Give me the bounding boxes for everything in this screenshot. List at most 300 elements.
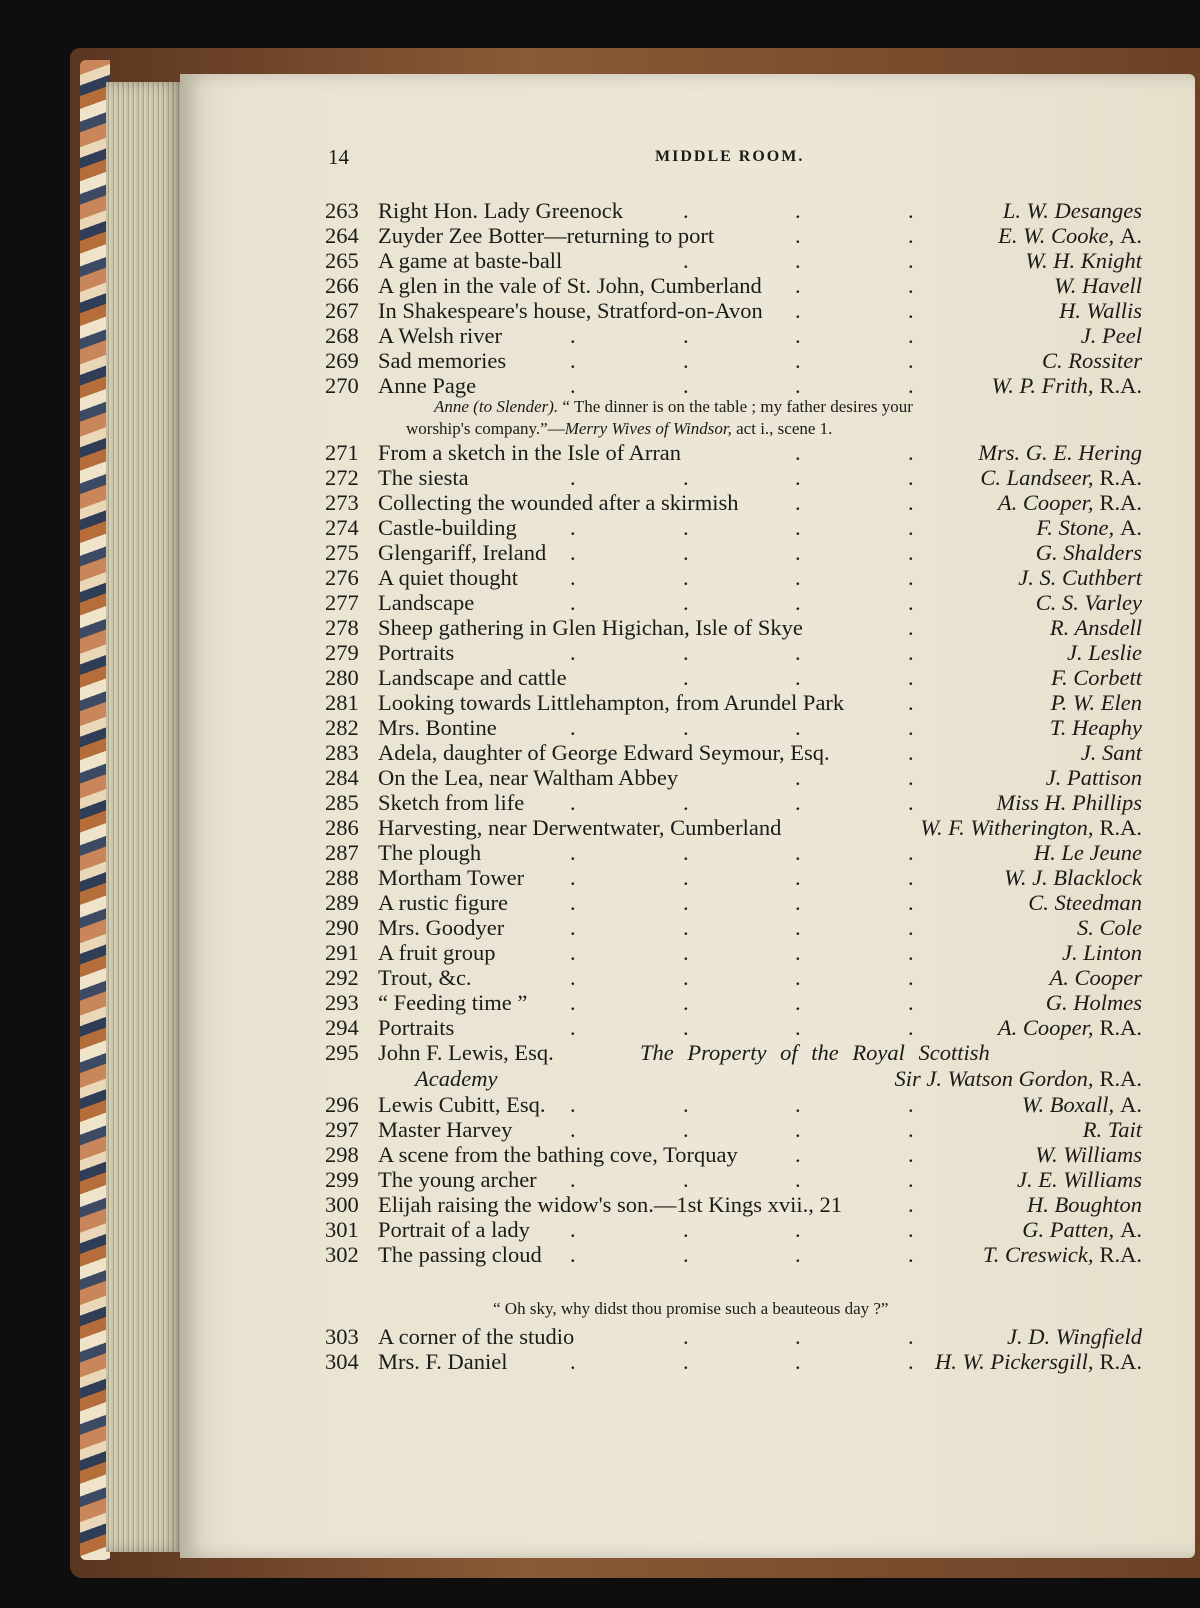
artist-name: G. Shalders [1035, 540, 1142, 565]
entry-row [325, 790, 1142, 816]
artist-suffix: A. [1120, 1092, 1142, 1117]
leader-dot: . [683, 323, 689, 348]
leader-dot: . [683, 865, 689, 890]
entry-number: 266 [325, 273, 359, 298]
leader-dot: . [570, 990, 576, 1015]
leader-dot: . [683, 990, 689, 1015]
artist-suffix: R.A. [1099, 373, 1142, 398]
leader-dot: . [683, 1217, 689, 1242]
entry-number: 271 [325, 440, 359, 465]
leader-dot: . [683, 590, 689, 615]
entry-row [325, 840, 1142, 866]
entry-title: Glengariff, Ireland [378, 540, 547, 565]
leader-dot: . [908, 1192, 914, 1217]
entry-number: 278 [325, 615, 359, 640]
entry-number: 263 [325, 198, 359, 223]
leader-dot: . [683, 1117, 689, 1142]
leader-dot: . [908, 440, 914, 465]
entry-row [325, 990, 1142, 1016]
entry-number: 301 [325, 1217, 359, 1242]
entry-title: Mrs. Bontine [378, 715, 497, 740]
entry-title: Mortham Tower [378, 865, 525, 890]
entry-title: Mrs. F. Daniel [378, 1349, 508, 1374]
entry-row [325, 1092, 1142, 1118]
leader-dot: . [570, 965, 576, 990]
quote-source: Merry Wives of Windsor, [564, 419, 732, 438]
leader-dot: . [908, 790, 914, 815]
leader-dot: . [683, 1015, 689, 1040]
artist-name: J. Leslie [1067, 640, 1142, 665]
artist-name: J. Pattison [1045, 765, 1142, 790]
leader-dot: . [570, 373, 576, 398]
entry-row [325, 865, 1142, 891]
entry-number: 281 [325, 690, 359, 715]
entry-artist [1027, 1192, 1142, 1218]
entry-row [325, 815, 1142, 841]
entry-artist [1028, 890, 1142, 916]
artist-name: J. S. Cuthbert [1018, 565, 1142, 590]
artist-name: W. Boxall, [1021, 1092, 1115, 1117]
entry-number: 270 [325, 373, 359, 398]
leader-dot: . [795, 1015, 801, 1040]
entry-row [325, 440, 1142, 466]
entry-artist [1036, 515, 1142, 541]
leader-dot: . [570, 715, 576, 740]
entry-artist [1062, 940, 1142, 966]
artist-suffix: R.A. [1099, 490, 1142, 515]
entry-artist [1034, 840, 1142, 866]
entry-title: Harvesting, near Derwentwater, Cumberland [378, 815, 782, 840]
entry-number: 288 [325, 865, 359, 890]
artist-suffix: R.A. [1099, 1242, 1142, 1267]
quote-speaker: Anne (to Slender). [434, 397, 559, 416]
leader-dot: . [908, 1142, 914, 1167]
leader-dot: . [795, 640, 801, 665]
leader-dot: . [570, 890, 576, 915]
entry-title: Portraits [378, 1015, 455, 1040]
entry-title: Castle-building [378, 515, 517, 540]
entry-number: 285 [325, 790, 359, 815]
leader-dot: . [908, 840, 914, 865]
entry-number: 264 [325, 223, 359, 248]
leader-dot: . [570, 1242, 576, 1267]
leader-dot: . [908, 1167, 914, 1192]
leader-dot: . [683, 890, 689, 915]
leader-dot: . [908, 465, 914, 490]
entry-number: 291 [325, 940, 359, 965]
entry-title: A quiet thought [378, 565, 518, 590]
entry-number: 283 [325, 740, 359, 765]
artist-name: Mrs. G. E. Hering [978, 440, 1142, 465]
leader-dot: . [795, 865, 801, 890]
artist-name: F. Stone, [1036, 515, 1115, 540]
leader-dot: . [683, 248, 689, 273]
leader-dot: . [908, 640, 914, 665]
entry-row [325, 1192, 1142, 1218]
artist-name: S. Cole [1077, 915, 1142, 940]
leader-dot: . [795, 840, 801, 865]
entry-title: A game at baste-ball [378, 248, 563, 273]
entry-row [325, 490, 1142, 516]
leader-dot: . [908, 565, 914, 590]
entry-title: On the Lea, near Waltham Abbey [378, 765, 679, 790]
leader-dot: . [795, 515, 801, 540]
leader-dot: . [570, 590, 576, 615]
leader-dot: . [795, 248, 801, 273]
entry-artist [1051, 690, 1142, 716]
entry-title: A glen in the vale of St. John, Cumberland [378, 273, 762, 298]
leader-dot: . [570, 1167, 576, 1192]
passing-cloud-quote: “ Oh sky, why didst thou promise such a beauteous day ?” [493, 1299, 889, 1318]
leader-dot: . [570, 790, 576, 815]
artist-name: W. J. Blacklock [1004, 865, 1142, 890]
leader-dot: . [908, 223, 914, 248]
entry-title: Zuyder Zee Botter—returning to port [378, 223, 715, 248]
entry-row [325, 665, 1142, 691]
anne-page-quote-line2 [406, 418, 832, 440]
entry-title: Adela, daughter of George Edward Seymour, Esq. [378, 740, 830, 765]
artist-name: P. W. Elen [1050, 690, 1142, 715]
entry-row [325, 965, 1142, 991]
entry-artist [1025, 248, 1142, 274]
entry-number: 277 [325, 590, 359, 615]
entry-artist [1046, 990, 1142, 1016]
entry-row [325, 348, 1142, 374]
entry-artist [1018, 565, 1142, 591]
leader-dot: . [908, 740, 914, 765]
leader-dot: . [908, 1092, 914, 1117]
leader-dot: . [683, 915, 689, 940]
artist-name: J. E. Williams [1017, 1167, 1142, 1192]
artist-name: H. Le Jeune [1033, 840, 1142, 865]
leader-dot: . [795, 1142, 801, 1167]
entry-number: 272 [325, 465, 359, 490]
artist-suffix: A. [1120, 515, 1142, 540]
entry-row [325, 1040, 1142, 1066]
leader-dot: . [908, 1117, 914, 1142]
entry-row-continuation [325, 1066, 1142, 1092]
artist-name: C. Landseer, [980, 465, 1094, 490]
leader-dot: . [683, 840, 689, 865]
artist-name: W. P. Frith, [991, 373, 1094, 398]
entry-artist [1059, 298, 1142, 324]
leader-dot: . [683, 1092, 689, 1117]
leader-dot: . [795, 273, 801, 298]
artist-name: W. Havell [1054, 273, 1142, 298]
entry-title: Trout, &c. [378, 965, 472, 990]
entry-number: 280 [325, 665, 359, 690]
leader-dot: . [908, 248, 914, 273]
leader-dot: . [908, 990, 914, 1015]
artist-name: J. D. Wingfield [1007, 1324, 1142, 1349]
entry-number: 282 [325, 715, 359, 740]
leader-dot: . [795, 1167, 801, 1192]
entry-artist [1022, 1092, 1142, 1118]
leader-dot: . [795, 1217, 801, 1242]
entry-artist [935, 1349, 1142, 1375]
artist-name: H. W. Pickersgill, [934, 1349, 1094, 1374]
entry-row [325, 1167, 1142, 1193]
entry-number: 269 [325, 348, 359, 373]
entry-title: “ Feeding time ” [378, 990, 528, 1015]
artist-name: A. Cooper, [997, 490, 1094, 515]
entry-row [325, 198, 1142, 224]
entry-title: Elijah raising the widow's son.—1st Kings xvii., 21 [378, 1192, 843, 1217]
entry-title: A scene from the bathing cove, Torquay [378, 1142, 738, 1167]
artist-name: W. Williams [1035, 1142, 1142, 1167]
artist-name: W. H. Knight [1025, 248, 1142, 273]
artist-name: H. Wallis [1059, 298, 1142, 323]
entry-row [325, 1349, 1142, 1375]
anne-page-quote-line1 [434, 396, 913, 418]
artist-suffix: R.A. [1099, 465, 1142, 490]
leader-dot: . [683, 965, 689, 990]
leader-dot: . [908, 198, 914, 223]
leader-dot: . [795, 373, 801, 398]
entry-row [325, 640, 1142, 666]
leader-dot: . [570, 565, 576, 590]
leader-dot: . [683, 465, 689, 490]
leader-dot: . [570, 323, 576, 348]
lewis-property-note: The Property of the Royal Scottish [640, 1040, 990, 1065]
entry-number: 295 [325, 1040, 359, 1065]
entry-row [325, 1324, 1142, 1350]
entry-row [325, 715, 1142, 741]
entry-artist [1007, 1324, 1142, 1350]
entry-title: Master Harvey [378, 1117, 513, 1142]
entry-row [325, 248, 1142, 274]
entry-row [325, 915, 1142, 941]
leader-dot: . [795, 715, 801, 740]
leader-dot: . [795, 298, 801, 323]
entry-title: The plough [378, 840, 482, 865]
entry-number: 290 [325, 915, 359, 940]
leader-dot: . [570, 940, 576, 965]
leader-dot: . [795, 490, 801, 515]
entry-number: 287 [325, 840, 359, 865]
entry-artist [1036, 590, 1142, 616]
lewis-artist [895, 1066, 1143, 1092]
entry-row [325, 1117, 1142, 1143]
entry-number: 299 [325, 1167, 359, 1192]
entry-title: Collecting the wounded after a skirmish [378, 490, 739, 515]
entry-row [325, 1015, 1142, 1041]
entry-row [325, 940, 1142, 966]
entry-title: Sketch from life [378, 790, 525, 815]
artist-name: L. W. Desanges [1002, 198, 1142, 223]
quote-text: “ The dinner is on the table ; my father desires your [562, 397, 913, 416]
entry-number: 297 [325, 1117, 359, 1142]
leader-dot: . [795, 1117, 801, 1142]
page-number: 14 [328, 145, 349, 169]
entry-artist [1067, 640, 1142, 666]
entry-title: In Shakespeare's house, Stratford-on-Avon [378, 298, 763, 323]
artist-name: R. Tait [1082, 1117, 1142, 1142]
leader-dot: . [570, 515, 576, 540]
leader-dot: . [908, 1217, 914, 1242]
entry-row [325, 465, 1142, 491]
artist-name: R. Ansdell [1049, 615, 1142, 640]
leader-dot: . [795, 990, 801, 1015]
leader-dot: . [683, 565, 689, 590]
leader-dot: . [570, 348, 576, 373]
leader-dot: . [795, 323, 801, 348]
leader-dot: . [570, 865, 576, 890]
artist-name: T. Heaphy [1049, 715, 1142, 740]
leader-dot: . [570, 1217, 576, 1242]
leader-dot: . [683, 198, 689, 223]
entry-title: Looking towards Littlehampton, from Arundel Park [378, 690, 845, 715]
entry-artist [1036, 540, 1142, 566]
entry-artist [1050, 615, 1142, 641]
entry-number: 284 [325, 765, 359, 790]
entry-artist [1004, 865, 1142, 891]
entry-artist [980, 465, 1142, 491]
leader-dot: . [908, 665, 914, 690]
leader-dot: . [683, 715, 689, 740]
entry-title: John F. Lewis, Esq. [378, 1040, 554, 1065]
entry-artist [920, 815, 1142, 841]
artist-name: G. Patten, [1022, 1217, 1115, 1242]
artist-suffix: R.A. [1099, 1349, 1142, 1374]
entry-row [325, 615, 1142, 641]
entry-title: Portrait of a lady [378, 1217, 530, 1242]
entry-row [325, 690, 1142, 716]
leader-dot: . [795, 440, 801, 465]
entry-row [325, 540, 1142, 566]
entry-number: 274 [325, 515, 359, 540]
leader-dot: . [908, 1349, 914, 1374]
leader-dot: . [908, 940, 914, 965]
entry-row [325, 223, 1142, 249]
entry-row [325, 590, 1142, 616]
entry-title: Landscape [378, 590, 475, 615]
artist-name: Sir J. Watson Gordon, [894, 1066, 1094, 1091]
leader-dot: . [908, 965, 914, 990]
entry-artist [1017, 1167, 1142, 1193]
entry-artist [1046, 765, 1142, 791]
entry-number: 289 [325, 890, 359, 915]
leader-dot: . [908, 715, 914, 740]
entry-row [325, 565, 1142, 591]
leader-dot: . [683, 1242, 689, 1267]
leader-dot: . [570, 465, 576, 490]
entry-number: 265 [325, 248, 359, 273]
entry-row [325, 515, 1142, 541]
entry-number: 267 [325, 298, 359, 323]
entry-artist [1081, 740, 1142, 766]
leader-dot: . [570, 915, 576, 940]
leader-dot: . [795, 1349, 801, 1374]
entry-number: 276 [325, 565, 359, 590]
leader-dot: . [795, 915, 801, 940]
leader-dot: . [908, 273, 914, 298]
leader-dot: . [795, 1242, 801, 1267]
entry-number: 303 [325, 1324, 359, 1349]
entry-artist [1050, 715, 1142, 741]
artist-name: F. Corbett [1051, 665, 1142, 690]
leader-dot: . [908, 1015, 914, 1040]
entry-row [325, 323, 1142, 349]
entry-artist [992, 373, 1142, 399]
artist-suffix: R.A. [1099, 1015, 1142, 1040]
entry-row [325, 740, 1142, 766]
artist-name: E. W. Cooke, [998, 223, 1115, 248]
entry-title: Sheep gathering in Glen Higichan, Isle of Skye [378, 615, 803, 640]
artist-name: A. Cooper [1049, 965, 1142, 990]
entry-title: From a sketch in the Isle of Arran [378, 440, 682, 465]
leader-dot: . [908, 515, 914, 540]
leader-dot: . [683, 640, 689, 665]
entry-title: The passing cloud [378, 1242, 542, 1267]
artist-name: A. Cooper, [997, 1015, 1094, 1040]
leader-dot: . [795, 198, 801, 223]
entry-artist [1042, 348, 1142, 374]
running-head: MIDDLE ROOM. [655, 148, 805, 165]
leader-dot: . [570, 1117, 576, 1142]
artist-name: J. Peel [1080, 323, 1142, 348]
artist-suffix: A. [1120, 1217, 1142, 1242]
entry-number: 294 [325, 1015, 359, 1040]
artist-name: Miss H. Phillips [996, 790, 1142, 815]
leader-dot: . [908, 323, 914, 348]
artist-name: C. Steedman [1028, 890, 1142, 915]
leader-dot: . [683, 515, 689, 540]
entry-artist [978, 440, 1142, 466]
entry-title: A Welsh river [378, 323, 503, 348]
entry-number: 296 [325, 1092, 359, 1117]
leader-dot: . [570, 540, 576, 565]
entry-title: Right Hon. Lady Greenock [378, 198, 623, 223]
entry-artist [1051, 665, 1142, 691]
artist-suffix: R.A. [1099, 815, 1142, 840]
entry-number: 273 [325, 490, 359, 515]
entry-title: A rustic figure [378, 890, 508, 915]
entry-artist [996, 790, 1142, 816]
leader-dot: . [795, 665, 801, 690]
entry-artist [1054, 273, 1142, 299]
lewis-academy: Academy [415, 1066, 498, 1091]
entry-number: 268 [325, 323, 359, 348]
entry-artist [998, 223, 1142, 249]
leader-dot: . [795, 940, 801, 965]
entry-number: 293 [325, 990, 359, 1015]
leader-dot: . [570, 1349, 576, 1374]
quote-text: worship's company.”— [406, 419, 565, 438]
leader-dot: . [795, 1092, 801, 1117]
leader-dot: . [795, 223, 801, 248]
entry-row [325, 890, 1142, 916]
leader-dot: . [683, 540, 689, 565]
leader-dot: . [908, 590, 914, 615]
artist-name: C. S. Varley [1035, 590, 1142, 615]
entry-artist [998, 490, 1142, 516]
entry-title: The siesta [378, 465, 469, 490]
entry-artist [1077, 915, 1142, 941]
leader-dot: . [570, 640, 576, 665]
entry-number: 279 [325, 640, 359, 665]
entry-row [325, 273, 1142, 299]
leader-dot: . [795, 790, 801, 815]
entry-row [325, 1242, 1142, 1268]
artist-name: J. Linton [1061, 940, 1142, 965]
artist-suffix: A. [1120, 223, 1142, 248]
quote-scene: act i., scene 1. [736, 419, 833, 438]
entry-artist [1022, 1217, 1142, 1243]
leader-dot: . [908, 865, 914, 890]
entry-artist [998, 1015, 1142, 1041]
entry-row [325, 1217, 1142, 1243]
